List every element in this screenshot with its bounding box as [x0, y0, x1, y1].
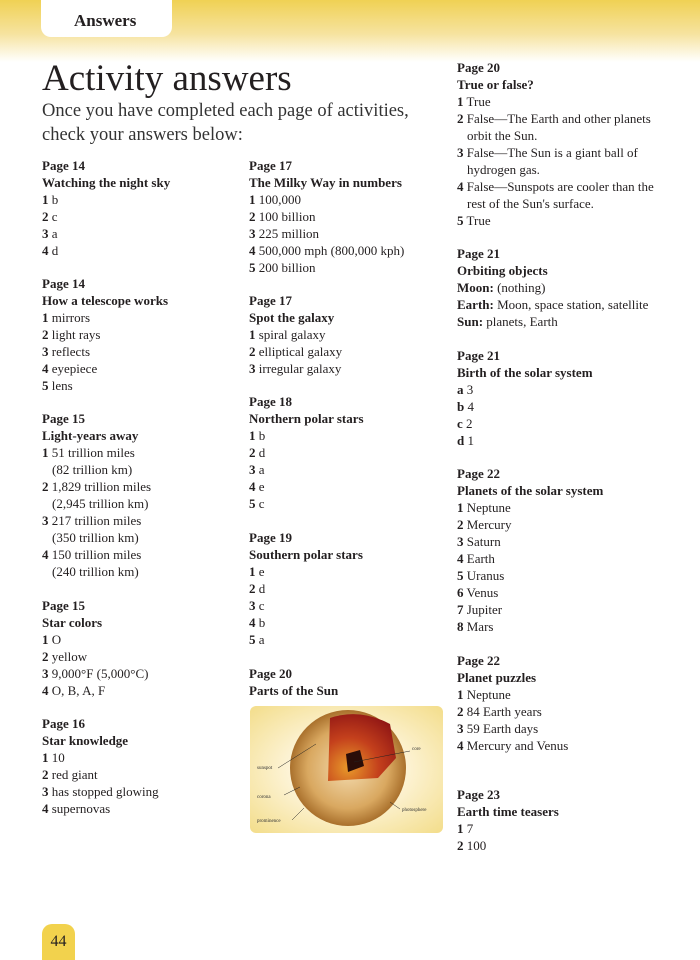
section-page-ref: Page 17: [249, 158, 292, 173]
section-page-ref: Page 21: [457, 246, 500, 261]
answer-text: d: [258, 445, 266, 460]
section-page-ref: Page 14: [42, 276, 85, 291]
section-page-ref: Page 15: [42, 411, 85, 426]
answer-number: 3: [457, 145, 464, 160]
answer-number: 5: [249, 496, 256, 511]
answer-text: O, B, A, F: [51, 683, 106, 698]
answer-continuation: (350 trillion km): [52, 530, 139, 545]
answer-item: [42, 377, 168, 394]
answer-text: False—Sunspots are cooler than the: [466, 179, 654, 194]
section-heading: The Milky Way in numbers: [249, 175, 402, 190]
answer-number: 4: [457, 179, 464, 194]
label-core: core: [412, 747, 421, 752]
answer-item: [457, 737, 568, 754]
answer-item: [42, 648, 148, 665]
answer-text: e: [258, 564, 265, 579]
answer-section: [457, 245, 648, 330]
answer-item: [249, 427, 364, 444]
answer-number: d: [457, 433, 465, 448]
answer-item: [457, 93, 654, 110]
answer-item: [457, 398, 593, 415]
answer-item: [457, 499, 603, 516]
answer-text: 1,829 trillion miles: [51, 479, 152, 494]
answer-section: [457, 347, 593, 449]
answer-text: b: [258, 615, 266, 630]
answer-number: 4: [457, 551, 464, 566]
answer-item: [457, 296, 648, 313]
label-sunspot: sunspot: [257, 766, 273, 771]
answer-number: 3: [42, 666, 49, 681]
answer-item: [249, 259, 404, 276]
answer-number: 5: [42, 378, 49, 393]
answer-number: 2: [249, 581, 256, 596]
answer-item: [457, 820, 559, 837]
answer-section: [457, 465, 603, 635]
answer-number: 2: [42, 767, 49, 782]
section-tab-label: Answers: [74, 11, 137, 30]
answer-item: [42, 783, 159, 800]
answer-item: [249, 478, 364, 495]
answer-number: 3: [42, 513, 49, 528]
answer-item: [42, 309, 168, 326]
answer-section: [42, 597, 148, 699]
answer-number: 1: [249, 428, 256, 443]
sun-diagram: [250, 706, 443, 833]
answer-item: [457, 584, 603, 601]
answer-number: 4: [249, 243, 256, 258]
answer-number: 1: [42, 310, 49, 325]
section-heading: Spot the galaxy: [249, 310, 335, 325]
page-number-tab: [42, 924, 75, 960]
answer-number: 3: [457, 534, 464, 549]
answer-number: a: [457, 382, 464, 397]
answer-text: 51 trillion miles: [51, 445, 135, 460]
answer-section: [457, 786, 559, 854]
answer-item: [249, 343, 342, 360]
answer-text: Mercury and Venus: [466, 738, 569, 753]
answer-text: c: [258, 496, 265, 511]
answer-number: 2: [249, 209, 256, 224]
answer-item: [249, 461, 364, 478]
answer-text: elliptical galaxy: [258, 344, 343, 359]
intro-text: Once you have completed each page of activities, check your answers below:: [42, 101, 409, 145]
answer-section: [42, 157, 170, 259]
answer-item: [457, 720, 568, 737]
answer-text: Uranus: [466, 568, 505, 583]
answer-text: (nothing): [497, 280, 546, 295]
section-page-ref: Page 15: [42, 598, 85, 613]
answer-number: 2: [457, 704, 464, 719]
answer-text: c: [51, 209, 58, 224]
answer-number: 5: [457, 568, 464, 583]
answer-number: 4: [249, 479, 256, 494]
answer-number: 2: [457, 838, 464, 853]
answer-text: 200 billion: [258, 260, 316, 275]
answer-item: [42, 478, 151, 495]
answer-item: [457, 533, 603, 550]
answer-number: 4: [42, 361, 49, 376]
answer-item: [42, 360, 168, 377]
answer-text: 2: [466, 416, 473, 431]
answer-number: 2: [42, 649, 49, 664]
answer-continuation: rest of the Sun's surface.: [467, 196, 594, 211]
answer-continuation: (82 trillion km): [52, 462, 133, 477]
answer-text: b: [51, 192, 59, 207]
section-heading: Planet puzzles: [457, 670, 537, 685]
answer-text: Neptune: [466, 500, 511, 515]
answer-text: Mars: [466, 619, 494, 634]
answer-item: [249, 444, 364, 461]
answer-item: [42, 191, 170, 208]
answer-section: [249, 157, 404, 276]
section-heading: Southern polar stars: [249, 547, 363, 562]
answer-number: 4: [42, 547, 49, 562]
answer-number: 3: [42, 226, 49, 241]
answer-text: O: [51, 632, 62, 647]
answer-item: [457, 686, 568, 703]
answer-number: 2: [42, 479, 49, 494]
answer-continuation: (240 trillion km): [52, 564, 139, 579]
section-page-ref: Page 21: [457, 348, 500, 363]
answer-number: 1: [249, 327, 256, 342]
answer-section: [457, 652, 568, 754]
section-page-ref: Page 20: [457, 60, 500, 75]
answer-text: 217 trillion miles: [51, 513, 142, 528]
answer-text: True: [466, 94, 491, 109]
answer-number: 4: [457, 738, 464, 753]
section-page-ref: Page 23: [457, 787, 500, 802]
answer-number: 1: [42, 445, 49, 460]
answer-text: True: [466, 213, 491, 228]
answer-item: [42, 242, 170, 259]
answer-text: d: [51, 243, 59, 258]
answer-number: 8: [457, 619, 464, 634]
answer-text: 9,000°F (5,000°C): [51, 666, 149, 681]
page-title: Activity answers: [42, 58, 292, 99]
answer-number: 4: [249, 615, 256, 630]
answer-text: 3: [466, 382, 474, 397]
answer-number: 3: [249, 226, 256, 241]
answer-item: [42, 208, 170, 225]
answer-text: c: [258, 598, 265, 613]
answer-item: [249, 225, 404, 242]
answer-text: Neptune: [466, 687, 511, 702]
answer-text: 500,000 mph (800,000 kph): [258, 243, 405, 258]
answer-item: [457, 601, 603, 618]
answer-number: 2: [457, 111, 464, 126]
answer-number: 3: [249, 598, 256, 613]
section-heading: Star knowledge: [42, 733, 129, 748]
answer-number: 5: [249, 632, 256, 647]
answer-text: has stopped glowing: [51, 784, 159, 799]
answer-text: a: [51, 226, 58, 241]
answer-section: [249, 393, 364, 512]
answer-number: 2: [457, 517, 464, 532]
answer-item: [457, 567, 603, 584]
answer-number: 4: [42, 801, 49, 816]
answer-number: Earth:: [457, 297, 494, 312]
section-heading: Earth time teasers: [457, 804, 559, 819]
answer-text: 150 trillion miles: [51, 547, 142, 562]
section-heading: How a telescope works: [42, 293, 169, 308]
answer-item: [42, 682, 148, 699]
section-heading: Watching the night sky: [42, 175, 171, 190]
answer-text: 225 million: [258, 226, 320, 241]
answer-continuation: (2,945 trillion km): [52, 496, 149, 511]
answer-number: 6: [457, 585, 464, 600]
answer-number: 1: [42, 750, 49, 765]
answer-number: 2: [42, 209, 49, 224]
answer-item: [249, 563, 363, 580]
answer-item: [249, 191, 404, 208]
answer-item: [42, 665, 148, 682]
answer-item: [457, 432, 593, 449]
answer-number: 3: [42, 784, 49, 799]
answer-number: 3: [457, 721, 464, 736]
answer-item: [457, 313, 648, 330]
answer-item: [249, 580, 363, 597]
answer-text: Saturn: [466, 534, 501, 549]
answer-number: 7: [457, 602, 464, 617]
section-heading: Parts of the Sun: [249, 683, 339, 698]
section-heading: Birth of the solar system: [457, 365, 593, 380]
answer-text: lens: [51, 378, 73, 393]
answer-text: 100 billion: [258, 209, 316, 224]
section-heading: Northern polar stars: [249, 411, 364, 426]
answer-text: 100,000: [258, 192, 301, 207]
answer-text: eyepiece: [51, 361, 98, 376]
answer-text: Earth: [466, 551, 495, 566]
answer-number: 2: [249, 445, 256, 460]
answer-number: 5: [457, 213, 464, 228]
answer-number: 2: [249, 344, 256, 359]
label-corona: corona: [257, 795, 271, 800]
answer-item: [457, 212, 654, 229]
section-tab: [41, 0, 172, 37]
answer-text: b: [258, 428, 266, 443]
answer-item: [42, 326, 168, 343]
page-number: 44: [50, 933, 67, 950]
answer-item: [457, 703, 568, 720]
answer-text: reflects: [51, 344, 91, 359]
answer-text: False—The Earth and other planets: [466, 111, 651, 126]
answer-number: 1: [249, 192, 256, 207]
answer-item: [42, 800, 159, 817]
answer-text: Moon, space station, satellite: [497, 297, 649, 312]
answer-number: 3: [249, 361, 256, 376]
answer-item: [249, 614, 363, 631]
answer-number: 4: [42, 243, 49, 258]
section-heading: Light-years away: [42, 428, 139, 443]
answer-text: spiral galaxy: [258, 327, 326, 342]
answer-item: [42, 512, 151, 529]
answer-text: light rays: [51, 327, 101, 342]
answer-text: supernovas: [51, 801, 111, 816]
answer-text: Jupiter: [466, 602, 503, 617]
answer-item: [457, 837, 559, 854]
label-prominence: prominence: [257, 819, 281, 824]
answer-item: [457, 550, 603, 567]
answer-text: e: [258, 479, 265, 494]
section-page-ref: Page 14: [42, 158, 85, 173]
answer-section: [42, 275, 168, 394]
answer-item: [457, 618, 603, 635]
answer-item: [457, 144, 654, 161]
section-page-ref: Page 16: [42, 716, 85, 731]
answer-number: 1: [42, 192, 49, 207]
answer-item: [42, 631, 148, 648]
answer-number: 1: [457, 821, 464, 836]
answer-number: 3: [249, 462, 256, 477]
answer-section: [42, 715, 159, 817]
answer-item: [249, 326, 342, 343]
answer-section: [42, 410, 151, 580]
answer-continuation: hydrogen gas.: [467, 162, 540, 177]
section-page-ref: Page 17: [249, 293, 292, 308]
answer-number: Moon:: [457, 280, 494, 295]
answer-item: [249, 597, 363, 614]
answer-item: [457, 415, 593, 432]
answer-number: 1: [457, 500, 464, 515]
answer-text: 7: [466, 821, 474, 836]
answer-number: 1: [42, 632, 49, 647]
answer-number: Sun:: [457, 314, 484, 329]
section-heading: Orbiting objects: [457, 263, 548, 278]
answer-item: [457, 516, 603, 533]
answer-item: [42, 749, 159, 766]
answer-number: 4: [42, 683, 49, 698]
section-heading: Star colors: [42, 615, 103, 630]
section-page-ref: Page 22: [457, 466, 500, 481]
label-photosphere: photosphere: [402, 808, 427, 813]
answer-number: 2: [42, 327, 49, 342]
section-heading: True or false?: [457, 77, 534, 92]
answer-text: yellow: [51, 649, 88, 664]
answer-item: [42, 766, 159, 783]
answer-text: Mercury: [466, 517, 512, 532]
answer-text: 100: [466, 838, 487, 853]
answer-text: d: [258, 581, 266, 596]
answer-number: 3: [42, 344, 49, 359]
answer-text: mirrors: [51, 310, 91, 325]
section-heading: Planets of the solar system: [457, 483, 604, 498]
section-page-ref: Page 19: [249, 530, 292, 545]
answer-section: [249, 292, 342, 377]
answer-text: a: [258, 632, 265, 647]
answer-text: planets, Earth: [486, 314, 558, 329]
answer-text: 84 Earth years: [466, 704, 542, 719]
answer-text: 4: [467, 399, 474, 414]
answer-text: 10: [51, 750, 65, 765]
answer-section: [249, 665, 338, 699]
answer-item: [457, 110, 654, 127]
answer-section: [457, 59, 654, 229]
answer-number: 1: [457, 687, 464, 702]
answer-number: 1: [249, 564, 256, 579]
answer-item: [249, 631, 363, 648]
section-page-ref: Page 18: [249, 394, 292, 409]
answer-number: 5: [249, 260, 256, 275]
answer-item: [42, 225, 170, 242]
answer-text: False—The Sun is a giant ball of: [466, 145, 638, 160]
answer-item: [249, 495, 364, 512]
answer-text: a: [258, 462, 265, 477]
answer-item: [457, 381, 593, 398]
answer-text: 1: [467, 433, 474, 448]
answer-item: [457, 279, 648, 296]
answer-item: [457, 178, 654, 195]
answer-number: 1: [457, 94, 464, 109]
answer-item: [249, 360, 342, 377]
section-page-ref: Page 22: [457, 653, 500, 668]
section-page-ref: Page 20: [249, 666, 292, 681]
answer-item: [249, 208, 404, 225]
answer-number: b: [457, 399, 465, 414]
answer-item: [42, 343, 168, 360]
answer-number: c: [457, 416, 463, 431]
answer-text: 59 Earth days: [466, 721, 539, 736]
answer-continuation: orbit the Sun.: [467, 128, 538, 143]
answer-item: [42, 444, 151, 461]
answer-item: [42, 546, 151, 563]
answer-section: [249, 529, 363, 648]
answer-text: red giant: [51, 767, 98, 782]
answer-item: [249, 242, 404, 259]
answer-text: Venus: [466, 585, 499, 600]
answer-text: irregular galaxy: [258, 361, 342, 376]
